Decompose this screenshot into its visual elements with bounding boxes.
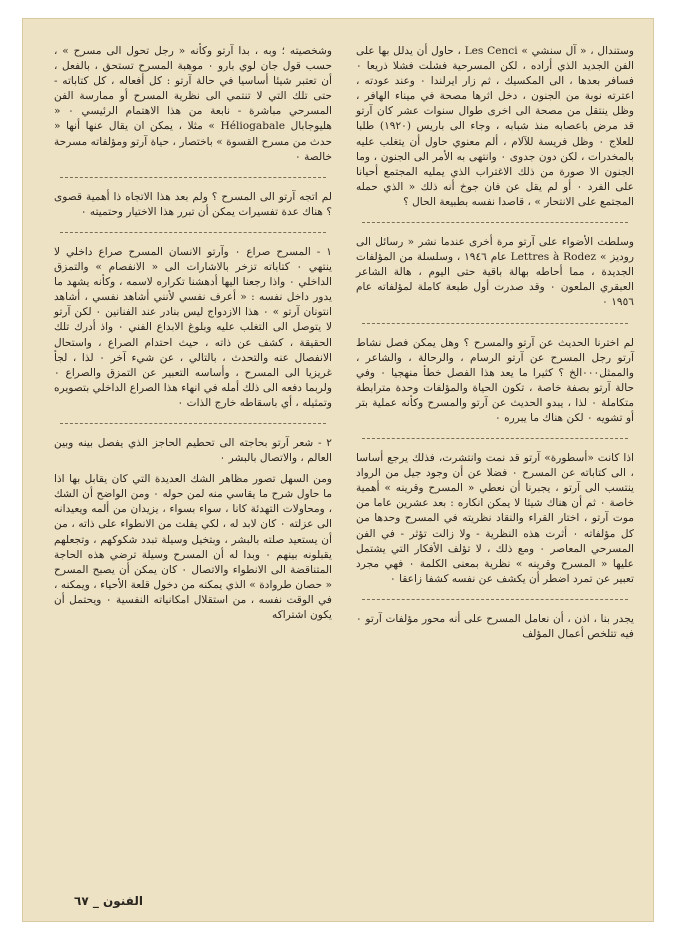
paragraph: وسلطت الأضواء على آرتو مرة أخرى عندما نشر « رسائل الى روديز » Lettres à Rodez عام ١٩٤٦ ، وسلسلة من المؤلفات الجديدة ، مما أحاطه بهالة باقية حتى اليوم ، هالة الشاعر العبقري الملعون ٠ وقد صدرت أول طبعة كاملة لمؤلفاته عام ١٩٥٦ ٠ — [356, 236, 634, 309]
left-column — [54, 44, 332, 629]
section-divider — [60, 232, 326, 233]
paragraph: وستندال ، « آل سنشي » Les Cenci ، حاول أن يدلل بها على الفن الجديد الذي أراده ، لكن المسرحية فشلت فشلا ذريعا ٠ فسافر بعدها ، الى المكسيك ، ثم زار ايرلندا ٠ وعند عودته ، اعترته نوبة من الجنون ، دخل اثرها مصحة في ميناء الهافر ، وظل ينتقل من مصحة الى اخرى طوال سنوات عشر كان آرتو قد مرض باعصابه منذ شبابه ، وجاء الى باريس (١٩٢٠) طلبا للعلاج ٠ وظل فريسة للآلام ، ألم معنوي حاول أن يتغلب عليه بالمخدرات ، لكن دون جدوى ٠ وانتهى به الأمر الى الجنون ، وما الجنون الا صورة من ذلك الاغتراب الذي يمليه المجتمع أحيانا على الفرد ٠ أو لم يقل عن فان جوخ أنه ذلك « الذي حمله المجتمع على الانتحار » ، قاصدا نفسه بطبيعة الحال ؟ — [356, 45, 635, 208]
paragraph: يجدر بنا ، اذن ، أن نعامل المسرح على أنه محور مؤلفات آرتو ٠ فيه تتلخص أعمال المؤلف — [356, 612, 634, 640]
section-divider — [362, 323, 628, 324]
paragraph: لم اخترنا الحديث عن آرتو والمسرح ؟ وهل يمكن فصل نشاط آرتو رجل المسرح عن آرتو الرسام ، والرحالة ، والشاعر ، والممثل٠٠٠الخ ؟ كثيرا ما يعد هذا الفصل خطأ منهجيا ٠ وفي حالة آرتو بصفة خاصة ، تكون الحياة والمؤلفات وحدة مترابطة متكاملة ٠ لذا ، يبدو الحديث عن آرتو والمسرح وكأنه عملية بتر أو تشويه ٠ لكن هناك ما يبرره ٠ — [356, 336, 634, 424]
right-column — [356, 44, 634, 648]
section-divider — [60, 423, 326, 424]
magazine-page — [22, 18, 654, 922]
section-divider — [362, 222, 628, 223]
paragraph: ١ - المسرح صراع ٠ وآرتو الانسان المسرح صراع داخلي لا ينتهي ٠ كتاباته تزخر بالاشارات الى « الانفصام » والتمزق الداخلي ٠ واذا رجعنا اليها أدهشنا تكراره لاسمه ، وكأنه يشهد ما يدور داخل نفسه : « أعرف نفسي لأنني أشاهد نفسي ، أشاهد انتونان آرتو » ٠ هذا الازدواج ليس بنادر عند الفنانين ٠ لكن آرتو لا يتوصل الى التغلب عليه وبلوغ الابداع الفني ٠ واذ أدرك تلك الحقيقة ، كشف عن ذاته ، حيث احتدام الصراع ، واستحال الانفصال عنه والتحدث ، بالتالي ، عن شيء آخر ٠ لذا ، لجأ غريزيا الى المسرح ، وأساسه التعبير عن التمزق والصراع ٠ ولربما دفعه الى ذلك أمله في انهاء هذا الصراع الداخلي بتصويره وتمثيله ، أي باسقاطه خارج الذات ٠ — [54, 245, 333, 409]
paragraph: اذا كانت «أسطورة» آرتو قد نمت وانتشرت، فذلك يرجع أساسا ، الى كتاباته عن المسرح ٠ فضلا عن أن وجود جيل من الرواد ينتسب الى آرتو ، يجبرنا أن نعطي « المسرح وقرينه » أهمية خاصة ٠ ثم أن هناك شيئا لا يمكن انكاره : بعد عشرين عاما من موت آرتو ، اختار القراء والنقاد نظريته في المسرح وحدها من كل مؤلفاته ٠ أثرت هذه النظرية - ولا زالت تؤثر - في الفن المسرحي المعاصر ٠ ومع ذلك ، لا تؤلف الأفكار التي يشتمل عليها « المسرح وقرينه » نظرية بمعنى الكلمة ٠ فهي مجرد تعبير عن تمرد اضطر أن يكشف عن نفسه كشفا زاعقا ٠ — [356, 452, 634, 585]
paragraph: لم اتجه آرتو الى المسرح ؟ ولم بعد هذا الاتجاه ذا أهمية قصوى ؟ هناك عدة تفسيرات يمكن أن تبرر هذا الاختيار وحتميته ٠ — [54, 190, 332, 218]
section-divider — [362, 438, 628, 439]
section-divider — [60, 177, 326, 178]
paragraph: وشخصيته ؛ وبه ، بدا آرتو وكأنه « رجل تحول الى مسرح » ، حسب قول جان لوي بارو ٠ موهبة المسرح تستحق ، بالفعل ، أن تعتبر شيئا أساسيا في حالة آرتو : كل أفعاله ، كل كتاباته - حتى تلك التي لا تنتمي الى نظرية المسرح أو ممارسة الفن المسرحي مباشرة - نابعة من هذا الاهتمام الرئيسي ٠ « هليوجابال Héliogabale » مثلا ، يمكن ان يقال عنها أنها « حدث من مسرح القسوة » باختصار ، حياة آرتو ومؤلفاته مسرحة خالصة ٠ — [54, 45, 333, 163]
section-divider — [362, 599, 628, 600]
paragraph: ومن السهل تصور مظاهر الشك العديدة التي كان يقابل بها اذا ما حاول شرح ما يقاسي منه لمن حوله ٠ ومن الواضح أن الشك ، ومحاولات التهدئة كانا ، سواء بسواء ، يزيدان من ألمه ويعيدانه الى عزلته ٠ كان لابد له ، لكي يفلت من الانطواء على ذاته ، من أن يستعيد صلته بالبشر ، وبتخيل وسيلة تبدد شكوكهم ، وتجعلهم يقبلونه بينهم ٠ وبدا له أن المسرح وسيلة ترضي هذه الحاجة المتناقضة الى الانطواء والاتصال ٠ كان يمكن أن يصبح المسرح « حصان طروادة » الذي يمكنه من دخول قلعة الأحياء ، ويمكنه ، في الوقت نفسه ، من استقلال امكانياته النفسية ٠ ويحتمل أن يكون اشتراكه — [54, 473, 332, 621]
paragraph: ٢ - شعر آرتو بحاجته الى تحطيم الحاجز الذي يفصل بينه وبين العالم ، والاتصال بالبشر ٠ — [54, 436, 332, 465]
page-folio: الفنون _ ٦٧ — [74, 894, 143, 908]
